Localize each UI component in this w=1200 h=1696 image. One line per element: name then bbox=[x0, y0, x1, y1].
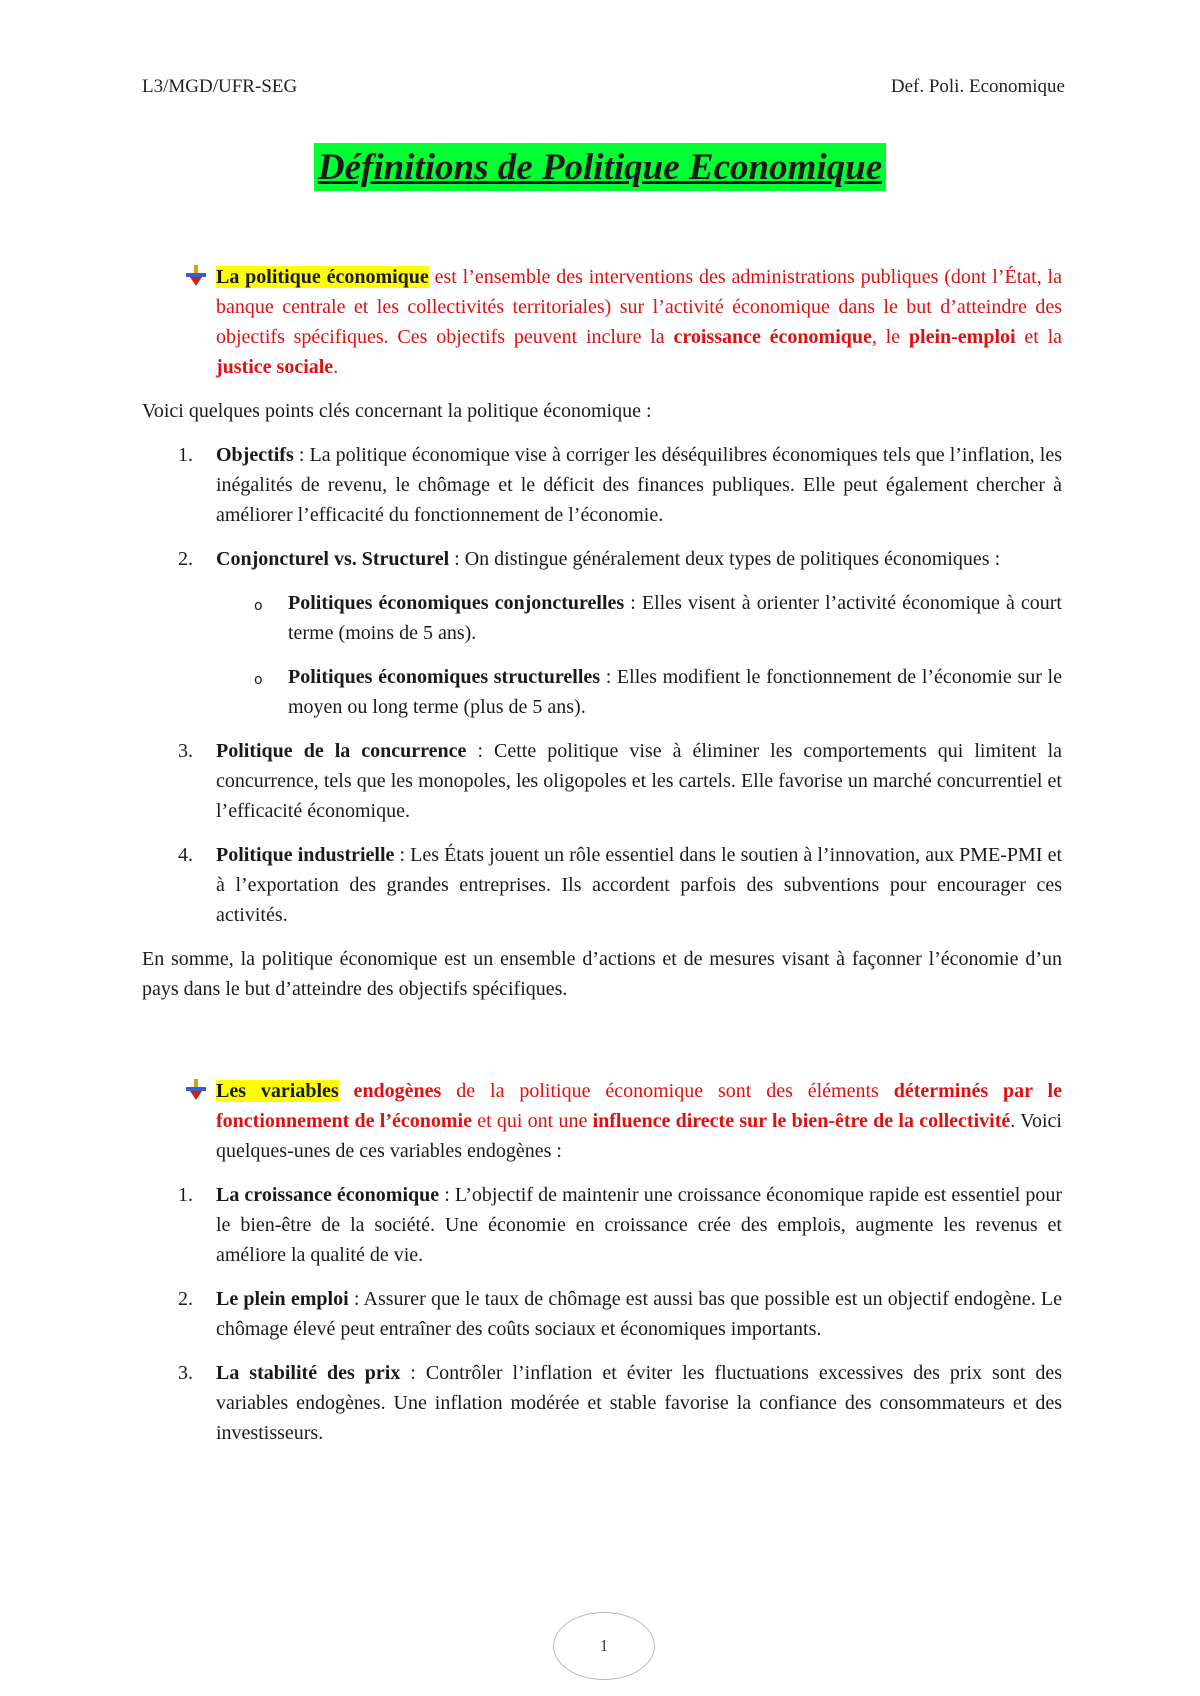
list-item-text: : Assurer que le taux de chômage est aussi bas que possible est un objectif endogène. Le chômage élevé peut entraîner des coûts sociaux et économiques importants. bbox=[216, 1288, 1062, 1340]
sub-list bbox=[216, 588, 1062, 722]
intro-text-4: . bbox=[333, 356, 339, 378]
list-item-text: : Contrôler l’inflation et éviter les fluctuations excessives des prix sont des variables endogènes. Une inflation modérée et stable favorise la confiance des consommateurs et des investisseurs. bbox=[216, 1362, 1062, 1444]
list-item bbox=[142, 544, 1062, 722]
circle-bullet-icon: o bbox=[254, 672, 263, 688]
term-politique-economique: La politique économique bbox=[216, 266, 429, 288]
intro-bold-croissance: croissance économique bbox=[673, 326, 872, 348]
list-item bbox=[142, 1358, 1062, 1448]
list-item bbox=[142, 840, 1062, 930]
circle-bullet-icon: o bbox=[254, 598, 263, 614]
list-item-term: La stabilité des prix bbox=[216, 1362, 401, 1384]
list-number: 3. bbox=[178, 1362, 193, 1384]
intro-text-3: . Voici quelques-unes de ces variables endogènes : bbox=[216, 1110, 1062, 1162]
intro-bold-plein-emploi: plein-emploi bbox=[908, 326, 1016, 348]
list-item-term: Le plein emploi bbox=[216, 1288, 349, 1310]
list-item-text: : Cette politique vise à éliminer les comportements qui limitent la concurrence, tels que les monopoles, les oligopoles et les cartels. Elle favorise un marché concurrentiel et l’efficacité économique. bbox=[216, 740, 1062, 822]
list-number: 1. bbox=[178, 1184, 193, 1206]
list-item-term: Conjoncturel vs. Structurel bbox=[216, 548, 450, 570]
arrow-bullet-icon bbox=[184, 264, 208, 288]
list-item bbox=[142, 1284, 1062, 1344]
intro-bold-determines: déterminés par le fonctionnement de l’économie bbox=[216, 1080, 1062, 1132]
intro-text-2: et qui ont une bbox=[471, 1110, 593, 1132]
intro-bold-endogenes: endogènes bbox=[338, 1080, 442, 1102]
sub-item-text: : Elles modifient le fonctionnement de l’économie sur le moyen ou long terme (plus de 5 ans). bbox=[288, 666, 1062, 718]
list-number: 3. bbox=[178, 740, 193, 762]
list-number: 4. bbox=[178, 844, 193, 866]
section2-list bbox=[142, 1180, 1062, 1448]
list-item-term: Politique industrielle bbox=[216, 844, 395, 866]
sub-item-text: : Elles visent à orienter l’activité économique à court terme (moins de 5 ans). bbox=[288, 592, 1062, 644]
list-item-term: Politique de la concurrence bbox=[216, 740, 467, 762]
list-number: 2. bbox=[178, 548, 193, 570]
intro-bold-justice-sociale: justice sociale bbox=[216, 356, 334, 378]
page-title: Définitions de Politique Economique bbox=[314, 143, 886, 191]
list-item-term: La croissance économique bbox=[216, 1184, 440, 1206]
list-item-text: : La politique économique vise à corriger les déséquilibres économiques tels que l’inflation, les inégalités de revenu, le chômage et le déficit des finances publiques. Elle peut également chercher à améliorer l’efficacité du fonctionnement de l’économie. bbox=[216, 444, 1062, 526]
list-item-term: Objectifs bbox=[216, 444, 294, 466]
list-item-text: : On distingue généralement deux types de politiques économiques : bbox=[449, 548, 1001, 570]
list-item bbox=[142, 736, 1062, 826]
list-item bbox=[142, 1180, 1062, 1270]
intro-text-3: et la bbox=[1015, 326, 1063, 348]
document-body bbox=[142, 262, 1062, 1462]
term-les-variables: Les variables bbox=[216, 1080, 339, 1102]
intro-text-1: est l’ensemble des interventions des administrations publiques (dont l’État, la banque centrale et les collectivités territoriales) sur l’activité économique dans le but d’atteindre des objectifs spécifiques. Ces objectifs peuvent inclure la bbox=[216, 266, 1062, 348]
section1-lead: Voici quelques points clés concernant la politique économique : bbox=[142, 400, 652, 422]
header-left: L3/MGD/UFR-SEG bbox=[142, 76, 298, 97]
intro-text-1: de la politique économique sont des éléments bbox=[441, 1080, 894, 1102]
section1-conclusion: En somme, la politique économique est un ensemble d’actions et de mesures visant à façonner l’économie d’un pays dans le but d’atteindre des objectifs spécifiques. bbox=[142, 948, 1062, 1000]
intro-text-2: , le bbox=[871, 326, 909, 348]
list-item bbox=[142, 440, 1062, 530]
list-item-text: : Les États jouent un rôle essentiel dans le soutien à l’innovation, aux PME-PMI et à l’exportation des grandes entreprises. Ils accordent parfois des subventions pour encourager ces activités. bbox=[216, 844, 1063, 926]
sub-list-item bbox=[216, 588, 1062, 648]
page-number-text: 1 bbox=[599, 1636, 609, 1655]
section1-intro bbox=[142, 262, 1062, 382]
page-number bbox=[553, 1612, 655, 1680]
intro-bold-influence: influence directe sur le bien-être de la collectivité bbox=[592, 1110, 1011, 1132]
list-number: 2. bbox=[178, 1288, 193, 1310]
arrow-bullet-icon bbox=[184, 1078, 208, 1102]
sub-item-term: Politiques économiques conjoncturelles bbox=[288, 592, 625, 614]
sub-item-term: Politiques économiques structurelles bbox=[288, 666, 601, 688]
section1-list bbox=[142, 440, 1062, 930]
sub-list-item bbox=[216, 662, 1062, 722]
header-right: Def. Poli. Economique bbox=[890, 76, 1065, 97]
section2-intro bbox=[142, 1076, 1062, 1166]
title-container bbox=[0, 143, 1200, 191]
list-item-text: : L’objectif de maintenir une croissance économique rapide est essentiel pour le bien-être de la société. Une économie en croissance crée des emplois, augmente les revenus et améliore la qualité de vie. bbox=[216, 1184, 1062, 1266]
list-number: 1. bbox=[178, 444, 193, 466]
